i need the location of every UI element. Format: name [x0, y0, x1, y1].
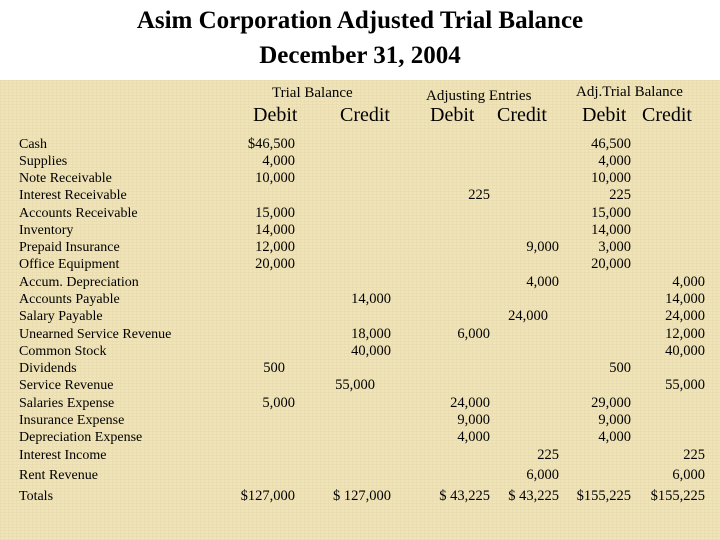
atb-debit-header: Debit: [582, 104, 627, 126]
account-name: Accounts Payable: [19, 292, 120, 307]
account-name: Insurance Expense: [19, 413, 125, 428]
account-name: Prepaid Insurance: [19, 240, 120, 255]
atb-debit-amount: 29,000: [591, 395, 631, 411]
adj-trial-balance-header: Adj.Trial Balance: [576, 84, 683, 100]
atb-credit-total: $155,225: [650, 488, 705, 504]
atb-credit-amount: 40,000: [665, 343, 705, 359]
tb-debit-amount: 15,000: [255, 205, 295, 221]
tb-credit-header: Credit: [340, 104, 390, 126]
account-name: Cash: [19, 137, 47, 152]
account-name: Accum. Depreciation: [19, 275, 139, 290]
tb-credit-amount: 18,000: [351, 326, 391, 342]
atb-debit-amount: 500: [609, 360, 631, 376]
atb-credit-amount: 225: [683, 447, 705, 463]
tb-debit-amount: 5,000: [262, 395, 295, 411]
title-banner: [0, 0, 720, 80]
atb-debit-amount: 225: [609, 187, 631, 203]
tb-credit-amount: 40,000: [351, 343, 391, 359]
account-name: Rent Revenue: [19, 468, 98, 483]
adj-debit-header: Debit: [430, 104, 475, 126]
adj-credit-total: $ 43,225: [508, 488, 559, 504]
account-name: Office Equipment: [19, 257, 120, 272]
atb-debit-amount: 15,000: [591, 205, 631, 221]
tb-debit-amount: 500: [263, 360, 285, 376]
atb-debit-amount: 20,000: [591, 256, 631, 272]
adj-debit-amount: 6,000: [457, 326, 490, 342]
atb-debit-amount: 9,000: [598, 412, 631, 428]
adj-credit-amount: 225: [537, 447, 559, 463]
adj-debit-total: $ 43,225: [439, 488, 490, 504]
tb-debit-amount: 20,000: [255, 256, 295, 272]
tb-credit-amount: 14,000: [351, 291, 391, 307]
tb-credit-total: $ 127,000: [333, 488, 391, 504]
account-name: Interest Receivable: [19, 188, 127, 203]
adj-debit-amount: 225: [468, 187, 490, 203]
account-name: Inventory: [19, 223, 74, 238]
tb-debit-amount: 4,000: [262, 153, 295, 169]
atb-credit-amount: 6,000: [672, 467, 705, 483]
adj-debit-amount: 4,000: [457, 429, 490, 445]
account-name: Supplies: [19, 154, 68, 169]
tb-debit-amount: 10,000: [255, 170, 295, 186]
atb-credit-amount: 4,000: [672, 274, 705, 290]
atb-credit-amount: 14,000: [665, 291, 705, 307]
atb-debit-total: $155,225: [576, 488, 631, 504]
account-name: Note Receivable: [19, 171, 112, 186]
tb-credit-amount: 55,000: [335, 377, 375, 393]
adj-credit-amount: 24,000: [508, 308, 548, 324]
atb-credit-amount: 24,000: [665, 308, 705, 324]
account-name: Common Stock: [19, 344, 107, 359]
atb-credit-header: Credit: [642, 104, 692, 126]
totals-label: Totals: [19, 489, 54, 504]
atb-debit-amount: 4,000: [598, 429, 631, 445]
atb-credit-amount: 12,000: [665, 326, 705, 342]
tb-debit-total: $127,000: [240, 488, 295, 504]
adj-debit-amount: 9,000: [457, 412, 490, 428]
adj-credit-amount: 6,000: [526, 467, 559, 483]
account-name: Service Revenue: [19, 378, 114, 393]
atb-credit-amount: 55,000: [665, 377, 705, 393]
atb-debit-amount: 3,000: [598, 239, 631, 255]
report-title: Asim Corporation Adjusted Trial Balance: [136, 7, 584, 34]
account-name: Accounts Receivable: [19, 206, 138, 221]
adj-credit-header: Credit: [497, 104, 547, 126]
account-name: Salary Payable: [19, 309, 103, 324]
atb-debit-amount: 4,000: [598, 153, 631, 169]
account-name: Depreciation Expense: [19, 430, 143, 445]
adj-credit-amount: 4,000: [526, 274, 559, 290]
atb-debit-amount: 14,000: [591, 222, 631, 238]
account-name: Dividends: [19, 361, 77, 376]
tb-debit-amount: $46,500: [247, 136, 295, 152]
account-name: Salaries Expense: [19, 396, 115, 411]
report-date: December 31, 2004: [259, 42, 461, 69]
tb-debit-amount: 14,000: [255, 222, 295, 238]
trial-balance-header: Trial Balance: [272, 85, 353, 101]
account-name: Interest Income: [19, 448, 107, 463]
atb-debit-amount: 10,000: [591, 170, 631, 186]
adj-debit-amount: 24,000: [450, 395, 490, 411]
adjusting-entries-header: Adjusting Entries: [426, 88, 532, 104]
tb-debit-header: Debit: [253, 104, 298, 126]
tb-debit-amount: 12,000: [255, 239, 295, 255]
account-name: Unearned Service Revenue: [19, 327, 172, 342]
atb-debit-amount: 46,500: [591, 136, 631, 152]
adj-credit-amount: 9,000: [526, 239, 559, 255]
